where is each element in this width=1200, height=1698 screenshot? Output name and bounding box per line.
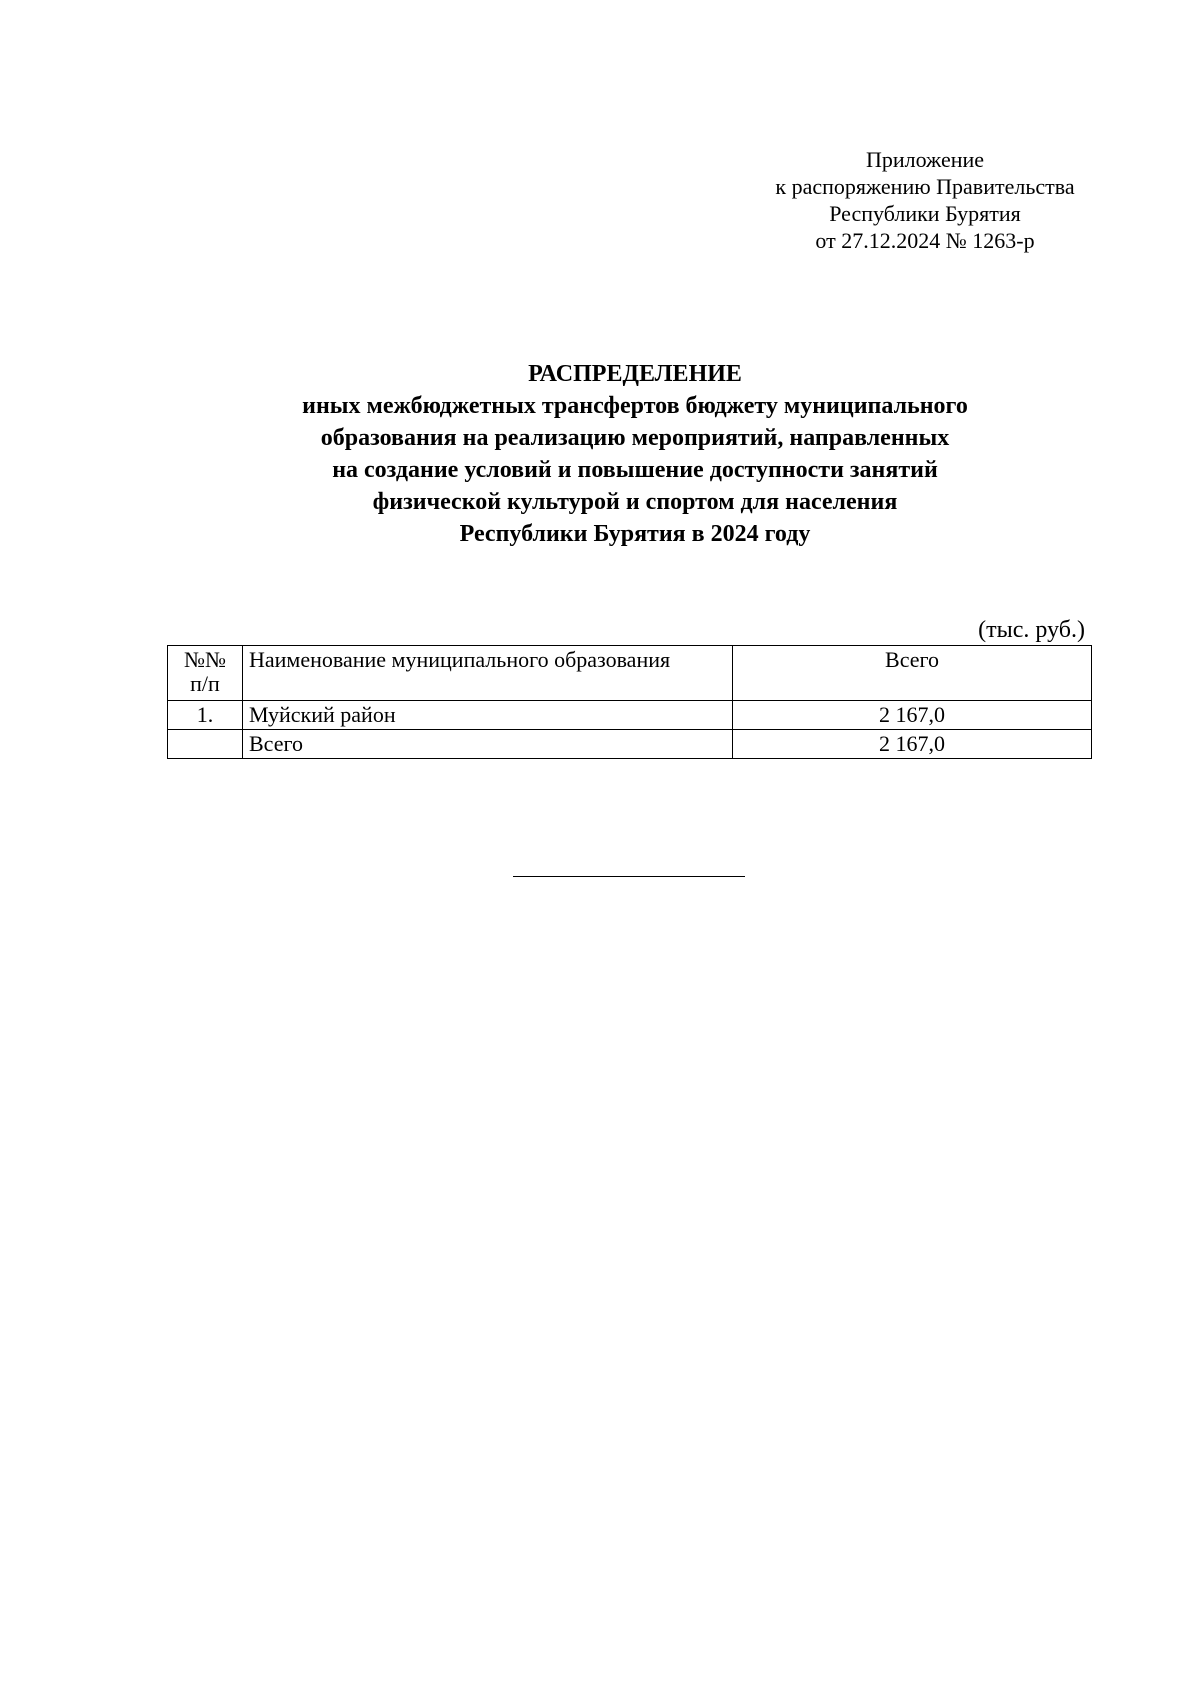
row-total: 2 167,0 [733, 701, 1092, 730]
appendix-reference [730, 146, 1120, 254]
appendix-line: от 27.12.2024 № 1263-р [815, 228, 1035, 253]
table-header-row [168, 646, 1092, 701]
row-total: 2 167,0 [733, 730, 1092, 759]
distribution-table [167, 645, 1092, 759]
header-number-line: п/п [190, 671, 220, 696]
title-line: на создание условий и повышение доступности занятий [332, 457, 938, 483]
row-number: 1. [168, 701, 243, 730]
header-number-line: №№ [184, 647, 226, 672]
header-total: Всего [733, 646, 1092, 701]
table-row-total [168, 730, 1092, 759]
header-municipality: Наименование муниципального образования [243, 646, 733, 701]
row-municipality: Всего [243, 730, 733, 759]
units-label: (тыс. руб.) [978, 617, 1085, 643]
end-divider [513, 876, 745, 877]
table-row [168, 701, 1092, 730]
title-line: образования на реализацию мероприятий, направленных [320, 425, 950, 451]
title-line: иных межбюджетных трансфертов бюджету муниципального [302, 393, 968, 419]
appendix-line: Приложение [865, 147, 985, 172]
header-number [168, 646, 243, 701]
title-heading: РАСПРЕДЕЛЕНИЕ [528, 361, 742, 387]
appendix-line: Республики Бурятия [829, 201, 1021, 226]
row-number [168, 730, 243, 759]
title-line: физической культурой и спортом для населения [372, 489, 898, 515]
appendix-line: к распоряжению Правительства [775, 174, 1075, 199]
row-municipality: Муйский район [243, 701, 733, 730]
document-title [160, 358, 1110, 550]
title-line: Республики Бурятия в 2024 году [459, 521, 811, 547]
